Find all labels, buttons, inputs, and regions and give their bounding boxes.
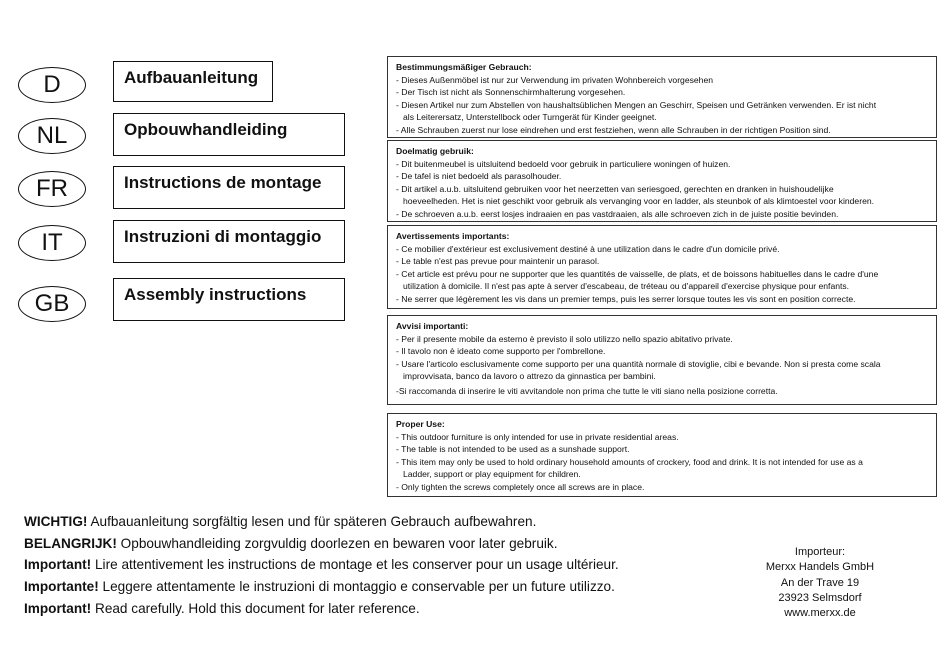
- usage-section-fr: [387, 225, 937, 309]
- language-title: Instruzioni di montaggio: [113, 220, 345, 263]
- list-item: - Diesen Artikel nur zum Abstellen von haushaltsüblichen Mengen an Geschirr, Speisen und Getränken verwenden. Er ist nicht als Leiterersatz, Unterstellbock oder Turngerät für Kinder geeignet.: [396, 99, 877, 123]
- list-item: - Alle Schrauben zuerst nur lose eindrehen und erst festziehen, wenn alle Schrauben in der richtigen Position sind.: [396, 124, 831, 135]
- section-heading: Avvisi importanti:: [396, 321, 469, 331]
- list-item: - The table is not intended to be used as a sunshade support.: [396, 444, 630, 455]
- list-item: - Il tavolo non è ideato come supporto per l'ombrellone.: [396, 346, 606, 357]
- list-item: - Ce mobilier d'extérieur est exclusivement destiné à une utilization dans le cadre d'un domicile privé.: [396, 243, 780, 254]
- list-item: - Der Tisch ist nicht als Sonnenschirmhalterung vorgesehen.: [396, 87, 626, 98]
- importer-address: [755, 545, 885, 621]
- list-item: - Dieses Außenmöbel ist nur zur Verwendung im privaten Wohnbereich vorgesehen: [396, 74, 714, 85]
- importer-city: 23923 Selmsdorf: [778, 591, 862, 604]
- list-item: - This outdoor furniture is only intended for use in private residential areas.: [396, 431, 679, 442]
- section-heading: Doelmatig gebruik:: [396, 146, 474, 156]
- list-item: - Dit artikel a.u.b. uitsluitend gebruiken voor het neerzetten van seriesgoed, gerechten en dranken in huishoudelijke hoeveelheden. Het is niet geschikt voor gebruik als vervanging voor en ladder, als steunbok of als klimtoestel voor kinderen.: [396, 183, 875, 207]
- important-note: BELANGRIJK! Opbouwhandleiding zorgvuldig doorlezen en bewaren voor later gebruik.: [24, 535, 558, 551]
- section-heading: Avertissements importants:: [396, 231, 510, 241]
- list-item: - De schroeven a.u.b. eerst losjes indraaien en pas vastdraaien, als alle schroeven zich in de juiste positie bevinden.: [396, 208, 839, 219]
- language-code-oval: NL: [18, 118, 86, 154]
- list-item: - This item may only be used to hold ordinary household amounts of crockery, food and drink. It is not intended for use as a Ladder, support or play equipment for children.: [396, 456, 863, 480]
- importer-website: www.merxx.de: [784, 607, 856, 620]
- language-code-oval: FR: [18, 171, 86, 207]
- list-item: - Le table n'est pas prevue pour maintenir un parasol.: [396, 256, 600, 267]
- important-note: WICHTIG! Aufbauanleitung sorgfältig lesen und für späteren Gebrauch aufbewahren.: [24, 514, 537, 529]
- language-title: Opbouwhandleiding: [113, 113, 345, 156]
- list-item: - Cet article est prévu pour ne supporter que les quantités de vaisselle, de plats, et de boissons habituelles dans le cadre d'une utilization à domicile. Il n'est pas apte à server d'escabeau, de tréteau ou d'appareil d'exercise physique pour enfants.: [396, 268, 879, 292]
- list-item: - Dit buitenmeubel is uitsluitend bedoeld voor gebruik in particuliere woningen of huizen.: [396, 158, 731, 169]
- important-notes: [24, 511, 619, 620]
- list-item: - Usare l'articolo esclusivamente come supporto per una quantità normale di stoviglie, cibi e bevande. Non si presta come scala improvvisata, banco da lavoro o attrezo da ginnastica per bambini.: [396, 358, 881, 382]
- usage-section-it: [387, 315, 937, 405]
- importer-street: An der Trave 19: [780, 576, 860, 589]
- language-code-oval: GB: [18, 286, 86, 322]
- language-title: Instructions de montage: [113, 166, 345, 209]
- list-item: -Si raccomanda di inserire le viti avvitandole non prima che tutte le viti siano nella posizione corretta.: [396, 385, 778, 396]
- language-title: Assembly instructions: [113, 278, 345, 321]
- importer-label: Importeur:: [794, 546, 846, 558]
- language-code-oval: IT: [18, 225, 86, 261]
- section-heading: Proper Use:: [396, 419, 445, 429]
- language-title: Aufbauanleitung: [113, 61, 273, 102]
- list-item: - De tafel is niet bedoeld als parasolhouder.: [396, 171, 562, 182]
- section-heading: Bestimmungsmäßiger Gebrauch:: [396, 62, 532, 72]
- usage-section-nl: [387, 140, 937, 222]
- usage-section-en: [387, 413, 937, 497]
- important-note: Important! Lire attentivement les instructions de montage et les conserver pour un usage ultérieur.: [24, 557, 619, 573]
- list-item: - Per il presente mobile da esterno è previsto il solo utilizzo nello spazio abitativo private.: [396, 333, 733, 344]
- important-note: Important! Read carefully. Hold this document for later reference.: [24, 600, 420, 616]
- important-note: Importante! Leggere attentamente le instruzioni di montaggio e conservable per un future utilizzo.: [24, 579, 615, 595]
- list-item: - Ne serrer que légèrement les vis dans un premier temps, puis les serrer lorsque toutes les vis sont en position correcte.: [396, 293, 856, 304]
- usage-section-de: [387, 56, 937, 138]
- list-item: - Only tighten the screws completely once all screws are in place.: [396, 481, 645, 492]
- language-code-oval: D: [18, 67, 86, 103]
- importer-company: Merxx Handels GmbH: [765, 561, 875, 574]
